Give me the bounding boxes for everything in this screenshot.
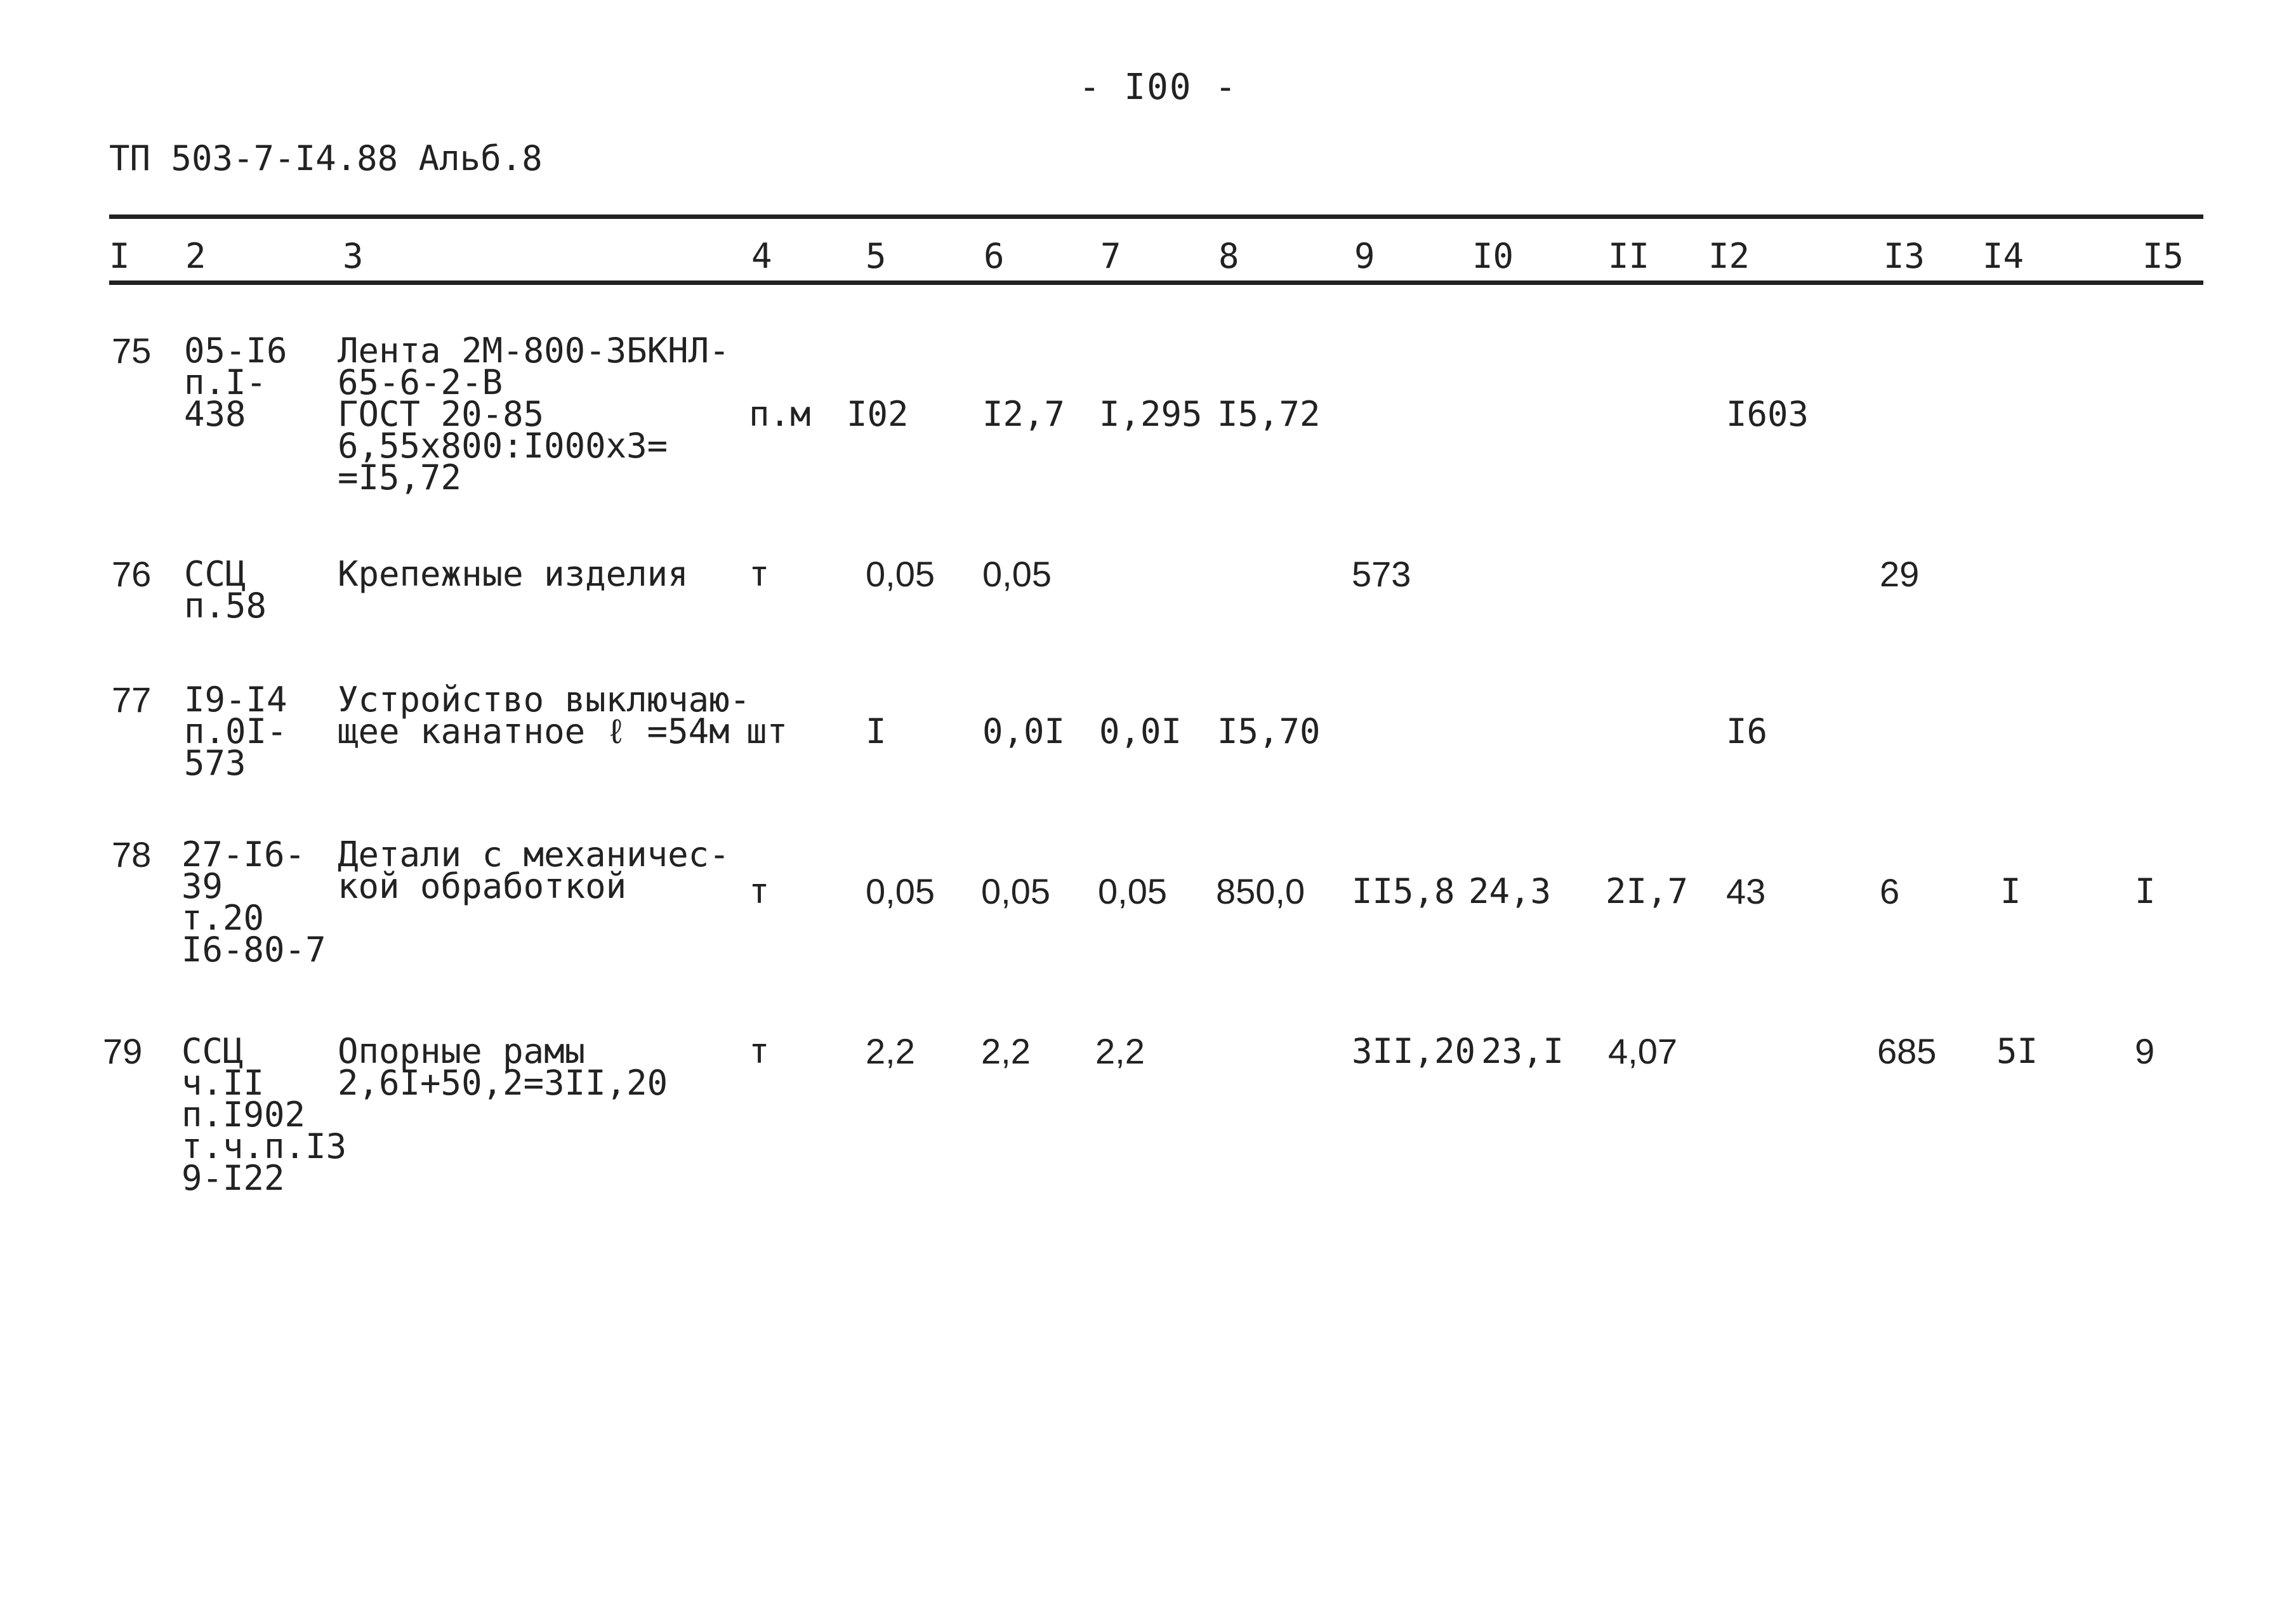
column-header-11: II	[1608, 236, 1650, 276]
col-7: I,295	[1099, 394, 1203, 434]
column-header-13: I3	[1884, 236, 1925, 276]
column-header-14: I4	[1983, 236, 2024, 276]
item-name: Крепежные изделия	[338, 554, 689, 594]
col-11: 2I,7	[1606, 871, 1689, 911]
item-name: Лента 2М-800-3БКНЛ- 65-6-2-В ГОСТ 20-85 6,55х800:I000х3= =I5,72	[338, 331, 730, 498]
col-12: 43	[1726, 871, 1766, 911]
col-7: 0,05	[1098, 871, 1167, 911]
unit: п.м	[749, 394, 811, 434]
column-header-3: 3	[343, 236, 364, 276]
col-12: I6	[1726, 711, 1768, 751]
page-number: - I00 -	[1079, 67, 1238, 108]
column-header-6: 6	[984, 236, 1005, 276]
column-header-2: 2	[185, 236, 206, 276]
col-14: I	[2000, 871, 2021, 911]
unit: т	[749, 1031, 770, 1071]
col-5: 0,05	[866, 554, 935, 594]
col-5: 2,2	[866, 1031, 915, 1071]
unit: т	[749, 554, 770, 594]
col-12: I603	[1726, 394, 1809, 434]
col-10: 24,3	[1468, 871, 1552, 911]
price-code: ССЦ п.58	[184, 554, 267, 626]
price-code: 05-I6 п.I- 438	[184, 331, 287, 434]
col-8: I5,72	[1217, 394, 1321, 434]
column-header-10: I0	[1472, 236, 1514, 276]
column-header-15: I5	[2142, 236, 2184, 276]
col-6: 0,05	[982, 554, 1052, 594]
price-code: ССЦ ч.II п.I902 т.ч.п.I3 9-I22	[181, 1031, 347, 1198]
column-header-8: 8	[1218, 236, 1239, 276]
col-9: 573	[1352, 554, 1411, 594]
table-top-rule	[109, 214, 2203, 219]
col-13: 6	[1880, 871, 1900, 911]
col-8: 850,0	[1216, 871, 1305, 911]
col-9: 3II,20	[1352, 1031, 1476, 1071]
col-7: 0,0I	[1099, 711, 1182, 751]
column-header-12: I2	[1708, 236, 1750, 276]
item-name: Устройство выключаю- щее канатное ℓ =54м	[338, 680, 751, 751]
column-header-7: 7	[1100, 236, 1121, 276]
row-number: 76	[112, 554, 152, 594]
row-number: 78	[112, 834, 152, 874]
col-5: I02	[847, 394, 909, 434]
col-8: I5,70	[1217, 711, 1321, 751]
col-5: 0,05	[866, 871, 935, 911]
col-15: 9	[2135, 1031, 2155, 1071]
col-5: I	[866, 711, 887, 751]
price-code: 27-I6- 39 т.20 I6-80-7	[181, 834, 326, 970]
col-6: 2,2	[981, 1031, 1031, 1071]
price-code: I9-I4 п.0I- 573	[184, 680, 287, 783]
col-15: I	[2135, 871, 2156, 911]
col-9: II5,8	[1352, 871, 1455, 911]
column-header-5: 5	[866, 236, 887, 276]
table-header-rule	[109, 280, 2203, 285]
unit: т	[749, 871, 770, 911]
column-header-9: 9	[1354, 236, 1375, 276]
col-6: 0,0I	[982, 711, 1066, 751]
row-number: 79	[103, 1031, 143, 1071]
col-7: 2,2	[1095, 1031, 1145, 1071]
col-14: 5I	[1996, 1031, 2038, 1071]
column-header-1: I	[109, 236, 130, 276]
col-6: 0,05	[981, 871, 1050, 911]
document-reference: ТП 503-7-I4.88 Альб.8	[109, 138, 543, 178]
col-11: 4,07	[1608, 1031, 1677, 1071]
col-13: 29	[1880, 554, 1920, 594]
unit: шт	[746, 711, 788, 751]
item-name: Опорные рамы 2,6I+50,2=3II,20	[338, 1031, 668, 1103]
col-10: 23,I	[1481, 1031, 1564, 1071]
col-13: 685	[1877, 1031, 1937, 1071]
column-header-4: 4	[751, 236, 772, 276]
row-number: 77	[112, 680, 152, 720]
item-name: Детали с механичес- кой обработкой	[338, 834, 730, 906]
row-number: 75	[112, 331, 152, 371]
col-6: I2,7	[982, 394, 1066, 434]
